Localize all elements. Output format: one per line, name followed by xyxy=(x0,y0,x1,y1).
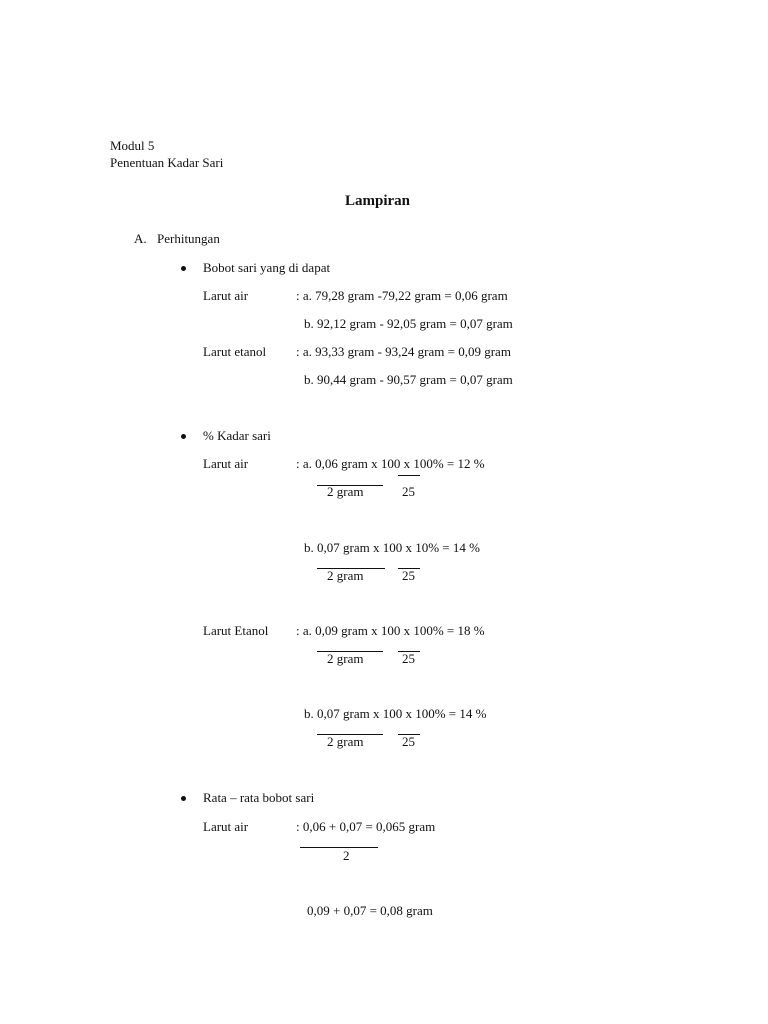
bobot-heading: Bobot sari yang di dapat xyxy=(203,260,331,275)
bobot-etanol-a: : a. 93,33 gram - 93,24 gram = 0,09 gram xyxy=(296,344,511,359)
rata-air-denominator: 2 xyxy=(343,848,350,863)
module-subtitle: Penentuan Kadar Sari xyxy=(110,155,224,170)
kadar-air-a-denominator: 2 gram xyxy=(327,484,364,499)
rata-air-numerator: : 0,06 + 0,07 = 0,065 gram xyxy=(296,819,436,834)
fraction-bar xyxy=(300,847,378,848)
section-heading: Perhitungan xyxy=(157,231,220,246)
kadar-etanol-b-denominator: 25 xyxy=(402,734,415,749)
fraction-bar xyxy=(398,475,420,476)
kadar-etanol-a-denominator: 2 gram xyxy=(327,651,364,666)
bobot-air-b: b. 92,12 gram - 92,05 gram = 0,07 gram xyxy=(304,316,513,331)
kadar-etanol-label: Larut Etanol xyxy=(203,623,269,638)
section-marker: A. xyxy=(134,231,147,246)
kadar-etanol-a-numerator: : a. 0,09 gram x 100 x 100% = 18 % xyxy=(296,623,485,638)
rata-etanol-numerator: 0,09 + 0,07 = 0,08 gram xyxy=(307,903,433,918)
bullet-icon xyxy=(181,266,186,271)
kadar-air-a-denominator: 25 xyxy=(402,484,415,499)
rata-air-label: Larut air xyxy=(203,819,249,834)
kadar-etanol-b-numerator: b. 0,07 gram x 100 x 100% = 14 % xyxy=(304,706,487,721)
bobot-etanol-label: Larut etanol xyxy=(203,344,267,359)
bullet-icon xyxy=(181,434,186,439)
bobot-air-label: Larut air xyxy=(203,288,249,303)
kadar-heading: % Kadar sari xyxy=(203,428,271,443)
page-title: Lampiran xyxy=(345,193,411,209)
bullet-icon xyxy=(181,796,186,801)
kadar-etanol-b-denominator: 2 gram xyxy=(327,734,364,749)
bobot-air-a: : a. 79,28 gram -79,22 gram = 0,06 gram xyxy=(296,288,508,303)
module-label: Modul 5 xyxy=(110,138,155,153)
kadar-air-b-denominator: 25 xyxy=(402,568,415,583)
rata-heading: Rata – rata bobot sari xyxy=(203,790,315,805)
kadar-etanol-a-denominator: 25 xyxy=(402,651,415,666)
kadar-air-b-numerator: b. 0,07 gram x 100 x 10% = 14 % xyxy=(304,540,480,555)
bobot-etanol-b: b. 90,44 gram - 90,57 gram = 0,07 gram xyxy=(304,372,513,387)
kadar-air-label: Larut air xyxy=(203,456,249,471)
kadar-air-b-denominator: 2 gram xyxy=(327,568,364,583)
kadar-air-a-numerator: : a. 0,06 gram x 100 x 100% = 12 % xyxy=(296,456,485,471)
